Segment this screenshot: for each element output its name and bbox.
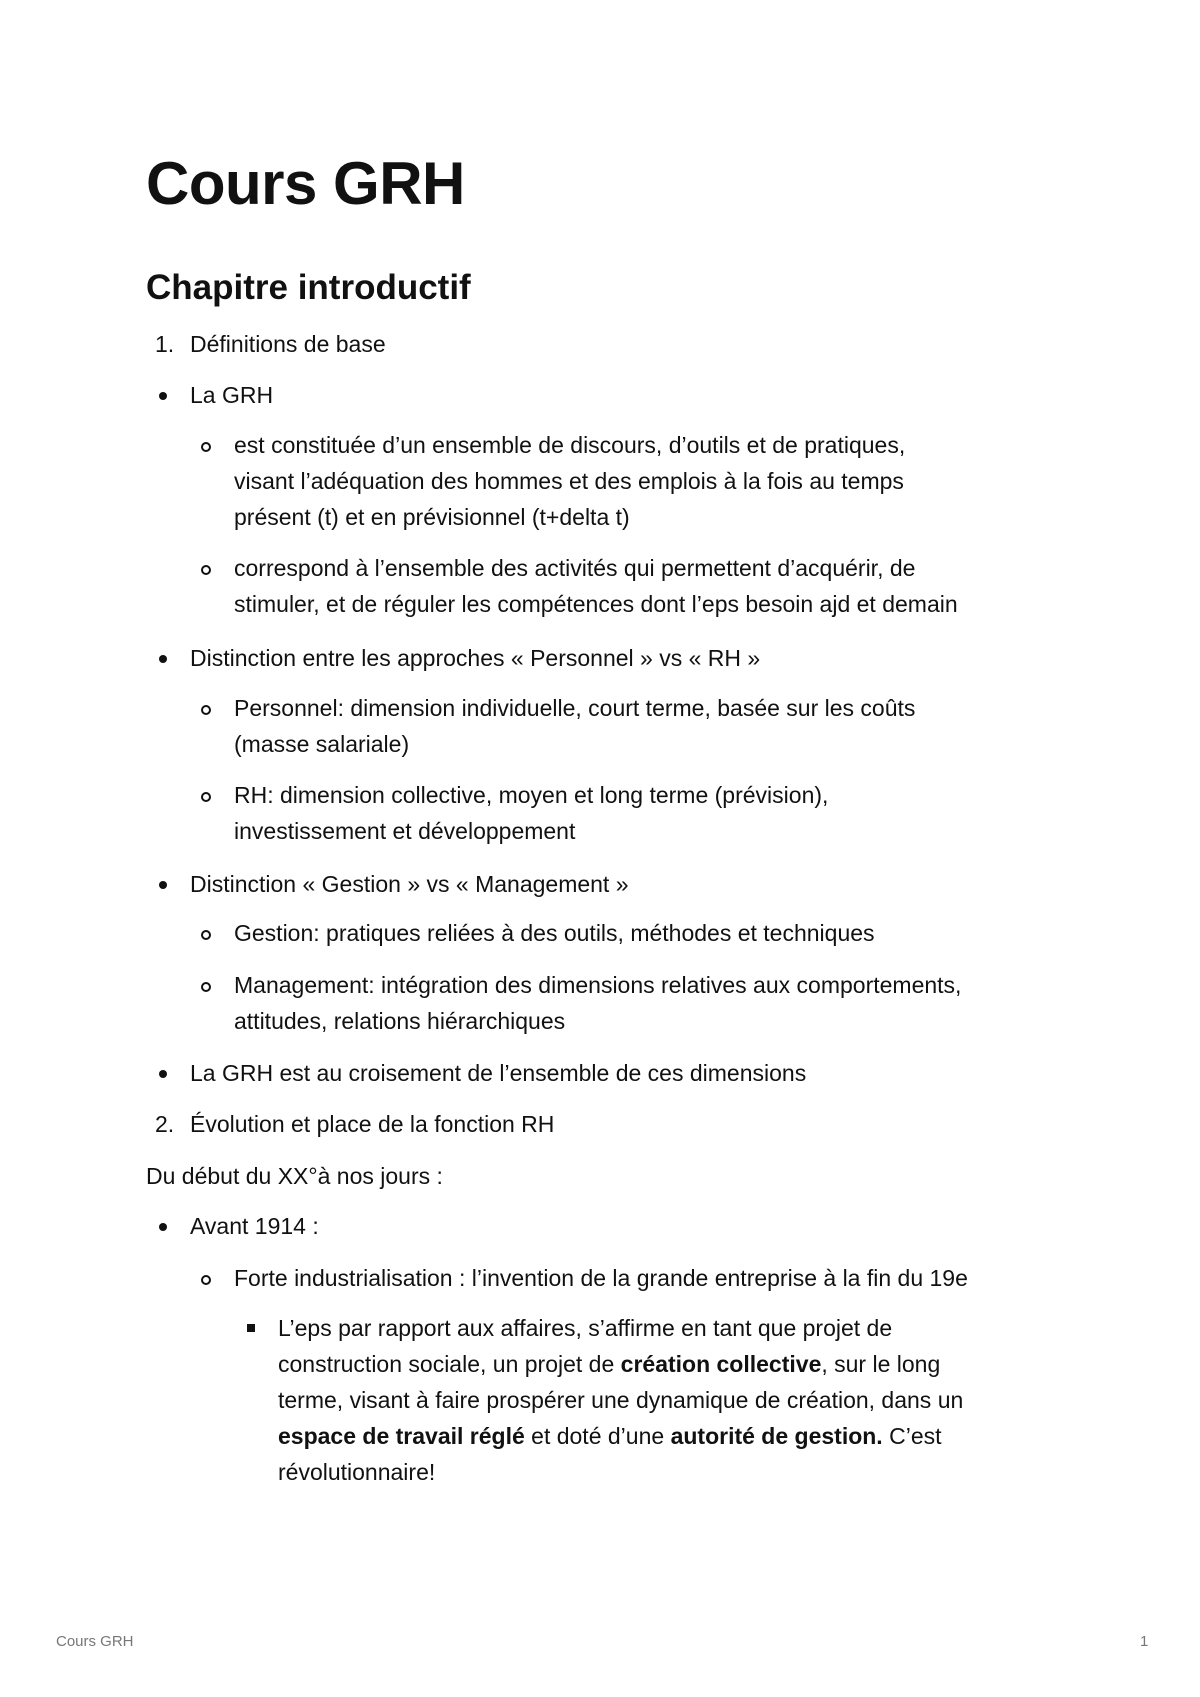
bullet-circle-icon [201,930,211,940]
bullet-circle-icon [201,565,211,575]
list-item-text: visant l’adéquation des hommes et des emplois à la fois au temps [234,468,904,494]
page-title: Cours GRH [146,150,465,217]
list-item-text: terme, visant à faire prospérer une dynamique de création, dans un [278,1387,964,1413]
list-number: 2. [155,1111,175,1137]
list-item-distinction-gestion-management: Distinction « Gestion » vs « Management » [190,871,629,897]
list-item-text: présent (t) et en prévisionnel (t+delta t) [234,504,630,530]
bullet-circle-icon [201,442,211,452]
list-item-text-mixed [278,1418,942,1454]
chapter-heading: Chapitre introductif [146,268,471,307]
bold-text: autorité de gestion. [670,1423,883,1449]
bullet-circle-icon [201,982,211,992]
bullet-disc-icon [159,1223,167,1231]
list-item-text: est constituée d’un ensemble de discours, d’outils et de pratiques, [234,432,906,458]
list-item-text: Forte industrialisation : l’invention de la grande entreprise à la fin du 19e [234,1265,968,1291]
list-item-text: Management: intégration des dimensions relatives aux comportements, [234,972,962,998]
bullet-circle-icon [201,1275,211,1285]
paragraph-period-intro: Du début du XX°à nos jours : [146,1163,443,1189]
list-number: 1. [155,331,175,357]
footer-page-number: 1 [1140,1633,1149,1650]
list-item-text-mixed [278,1346,940,1382]
text-run: et doté d’une [524,1423,671,1449]
list-item-text: L’eps par rapport aux affaires, s’affirme en tant que projet de [278,1315,893,1341]
bullet-square-icon [247,1324,255,1332]
list-item-grh-crossing: La GRH est au croisement de l’ensemble de ces dimensions [190,1060,807,1086]
list-item-text: stimuler, et de réguler les compétences dont l’eps besoin ajd et demain [234,591,958,617]
list-item-distinction-personnel-rh: Distinction entre les approches « Personnel » vs « RH » [190,645,761,671]
bullet-circle-icon [201,792,211,802]
section-title-definitions: Définitions de base [190,331,386,357]
text-run: construction sociale, un projet de [278,1351,621,1377]
bullet-disc-icon [159,655,167,663]
footer-document-title: Cours GRH [56,1633,134,1650]
bullet-disc-icon [159,392,167,400]
bullet-circle-icon [201,705,211,715]
bold-text: création collective [620,1351,822,1377]
list-item-text: RH: dimension collective, moyen et long terme (prévision), [234,782,829,808]
bullet-disc-icon [159,881,167,889]
list-item-text: investissement et développement [234,818,576,844]
list-item-text: attitudes, relations hiérarchiques [234,1008,566,1034]
list-item-grh: La GRH [190,382,274,408]
bullet-disc-icon [159,1070,167,1078]
list-item-text: Gestion: pratiques reliées à des outils, méthodes et techniques [234,920,875,946]
list-item-text: (masse salariale) [234,731,410,757]
bold-text: espace de travail réglé [278,1423,525,1449]
list-item-text: correspond à l’ensemble des activités qui permettent d’acquérir, de [234,555,916,581]
list-item-text: révolutionnaire! [278,1459,436,1485]
text-run: C’est [882,1423,942,1449]
text-run: , sur le long [821,1351,941,1377]
list-item-before-1914: Avant 1914 : [190,1213,319,1239]
section-title-evolution: Évolution et place de la fonction RH [190,1111,555,1137]
list-item-text: Personnel: dimension individuelle, court terme, basée sur les coûts [234,695,916,721]
